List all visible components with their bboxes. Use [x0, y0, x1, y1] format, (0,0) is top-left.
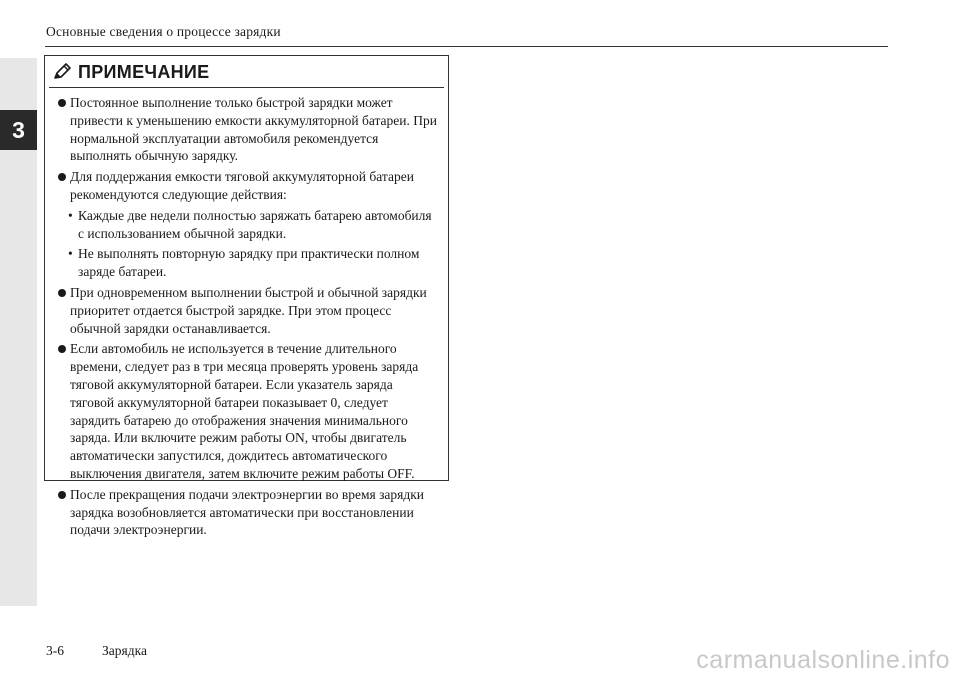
note-header	[45, 56, 448, 84]
bullet-dot-icon	[58, 345, 66, 353]
note-item	[57, 168, 440, 204]
running-header: Основные сведения о процессе зарядки	[46, 24, 281, 39]
note-item	[57, 486, 440, 539]
sub-bullet: •	[68, 246, 73, 262]
note-item-text: Для поддержания емкости тяговой аккумуляторной батареи рекомендуются следующие действия:	[70, 169, 414, 202]
note-item-text: При одновременном выполнении быстрой и обычной зарядки приоритет отдается быстрой зарядке. При этом процесс обычной зарядки останавливается.	[70, 284, 427, 336]
header-rule	[45, 46, 888, 47]
pencil-icon	[52, 62, 72, 82]
note-sub-item	[57, 245, 440, 281]
note-item-text: Каждые две недели полностью заряжать батарею автомобиля с использованием обычной зарядки.	[78, 207, 432, 241]
note-item	[57, 284, 440, 337]
note-list	[45, 88, 448, 539]
note-item-text: Постоянное выполнение только быстрой зарядки может привести к уменьшению емкости аккумуляторной батареи. При нормальной эксплуатации автомобиля рекомендуется выполнять обычную зарядку.	[70, 95, 437, 164]
bullet-dot-icon	[58, 289, 66, 297]
note-item-text: После прекращения подачи электроэнергии во время зарядки зарядка возобновляется автоматически при восстановлении подачи электроэнергии.	[70, 486, 425, 538]
note-item-text: Если автомобиль не используется в течение длительного времени, следует раз в три месяца проверять уровень заряда тяговой аккумуляторной батареи. Если указатель заряда тяговой аккумуляторной батареи показывает 0, следует зарядить батарею до отображения значения минимального заряда. Или включите режим работы ON, чтобы двигатель автоматически запустился, дождитесь автоматического выключения двигателя, затем включите режим работы OFF.	[70, 341, 419, 481]
footer-section-title: Зарядка	[102, 643, 147, 658]
note-item-text: Не выполнять повторную зарядку при практически полном заряде батареи.	[78, 246, 420, 280]
chapter-tab	[0, 110, 37, 150]
sub-bullet: •	[68, 207, 73, 223]
bullet-dot-icon	[58, 491, 66, 499]
chapter-number: 3	[12, 116, 25, 143]
note-title: ПРИМЕЧАНИЕ	[78, 61, 210, 82]
bullet-dot-icon	[58, 99, 66, 107]
note-item	[57, 340, 440, 482]
note-box	[44, 55, 449, 538]
watermark: carmanualsonline.info	[696, 646, 950, 674]
bullet-dot-icon	[58, 173, 66, 181]
note-sub-item	[57, 207, 440, 243]
note-item	[57, 94, 440, 165]
page-number: 3-6	[46, 643, 64, 658]
